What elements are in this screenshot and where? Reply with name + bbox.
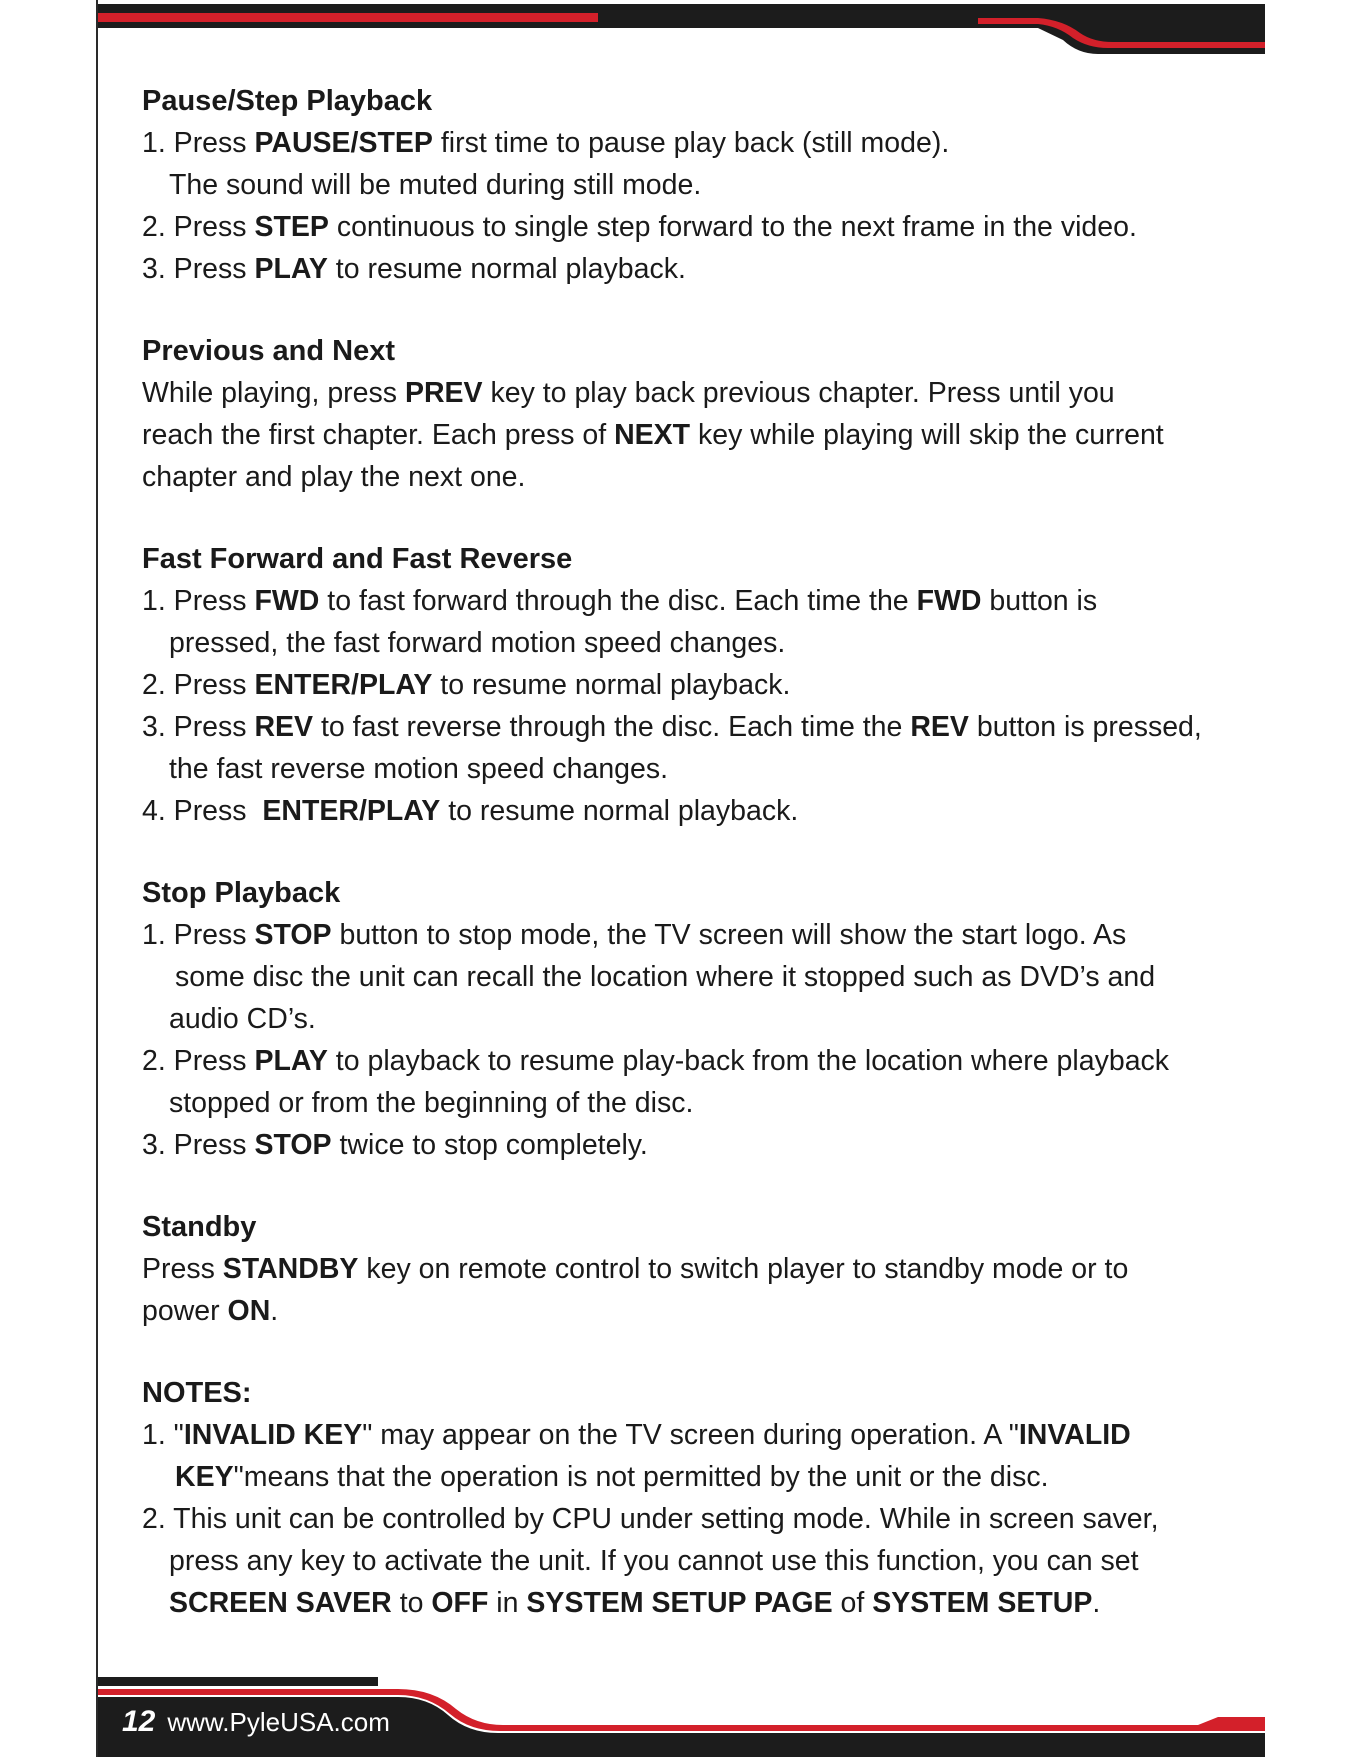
footer: [122, 1705, 390, 1739]
section-stop-playback: [142, 872, 1232, 1166]
text-line: chapter and play the next one.: [142, 461, 526, 493]
text-line: 1. Press STOP button to stop mode, the TV screen will show the start logo. As: [142, 919, 1127, 951]
manual-page: [96, 0, 1265, 1757]
text-line: 2. Press STEP continuous to single step forward to the next frame in the video.: [142, 211, 1137, 243]
text-line: 1. Press PAUSE/STEP first time to pause play back (still mode).: [142, 127, 950, 159]
text-line: 4. Press ENTER/PLAY to resume normal playback.: [142, 795, 799, 827]
header-decoration: [98, 4, 1265, 60]
section-title: Previous and Next: [142, 335, 396, 367]
section-notes: [142, 1372, 1232, 1624]
section-fast-forward-reverse: [142, 538, 1232, 832]
page-content: [142, 80, 1232, 1664]
text-line: While playing, press PREV key to play back previous chapter. Press until you: [142, 377, 1115, 409]
footer-website[interactable]: www.PyleUSA.com: [167, 1707, 390, 1737]
text-line: pressed, the fast forward motion speed changes.: [169, 627, 786, 659]
section-title: Stop Playback: [142, 877, 341, 909]
text-line: 3. Press STOP twice to stop completely.: [142, 1129, 648, 1161]
section-title: Standby: [142, 1211, 257, 1243]
section-standby: [142, 1206, 1232, 1332]
text-line: 2. Press ENTER/PLAY to resume normal playback.: [142, 669, 791, 701]
section-previous-next: [142, 330, 1232, 498]
text-line: some disc the unit can recall the location where it stopped such as DVD’s and: [175, 961, 1156, 993]
text-line: stopped or from the beginning of the disc.: [169, 1087, 694, 1119]
text-line: 1. Press FWD to fast forward through the disc. Each time the FWD button is: [142, 585, 1098, 617]
text-line: 2. Press PLAY to playback to resume play-back from the location where playback: [142, 1045, 1170, 1077]
text-line: 3. Press REV to fast reverse through the disc. Each time the REV button is pressed,: [142, 711, 1202, 743]
section-title: Pause/Step Playback: [142, 85, 433, 117]
text-line: The sound will be muted during still mode.: [169, 169, 702, 201]
text-line: power ON.: [142, 1295, 279, 1327]
text-line: Press STANDBY key on remote control to switch player to standby mode or to: [142, 1253, 1129, 1285]
text-line: audio CD’s.: [169, 1003, 316, 1035]
section-title: NOTES:: [142, 1377, 252, 1409]
text-line: KEY"means that the operation is not permitted by the unit or the disc.: [175, 1461, 1049, 1493]
text-line: 3. Press PLAY to resume normal playback.: [142, 253, 686, 285]
text-line: reach the first chapter. Each press of NEXT key while playing will skip the current: [142, 419, 1164, 451]
text-line: 1. "INVALID KEY" may appear on the TV screen during operation. A "INVALID: [142, 1419, 1131, 1451]
text-line: press any key to activate the unit. If you cannot use this function, you can set: [169, 1545, 1139, 1577]
section-pause-step: [142, 80, 1232, 290]
text-line: the fast reverse motion speed changes.: [169, 753, 669, 785]
text-line: 2. This unit can be controlled by CPU under setting mode. While in screen saver,: [142, 1503, 1159, 1535]
section-title: Fast Forward and Fast Reverse: [142, 543, 573, 575]
text-line: SCREEN SAVER to OFF in SYSTEM SETUP PAGE of SYSTEM SETUP.: [169, 1587, 1101, 1619]
page-number: 12: [122, 1705, 156, 1738]
